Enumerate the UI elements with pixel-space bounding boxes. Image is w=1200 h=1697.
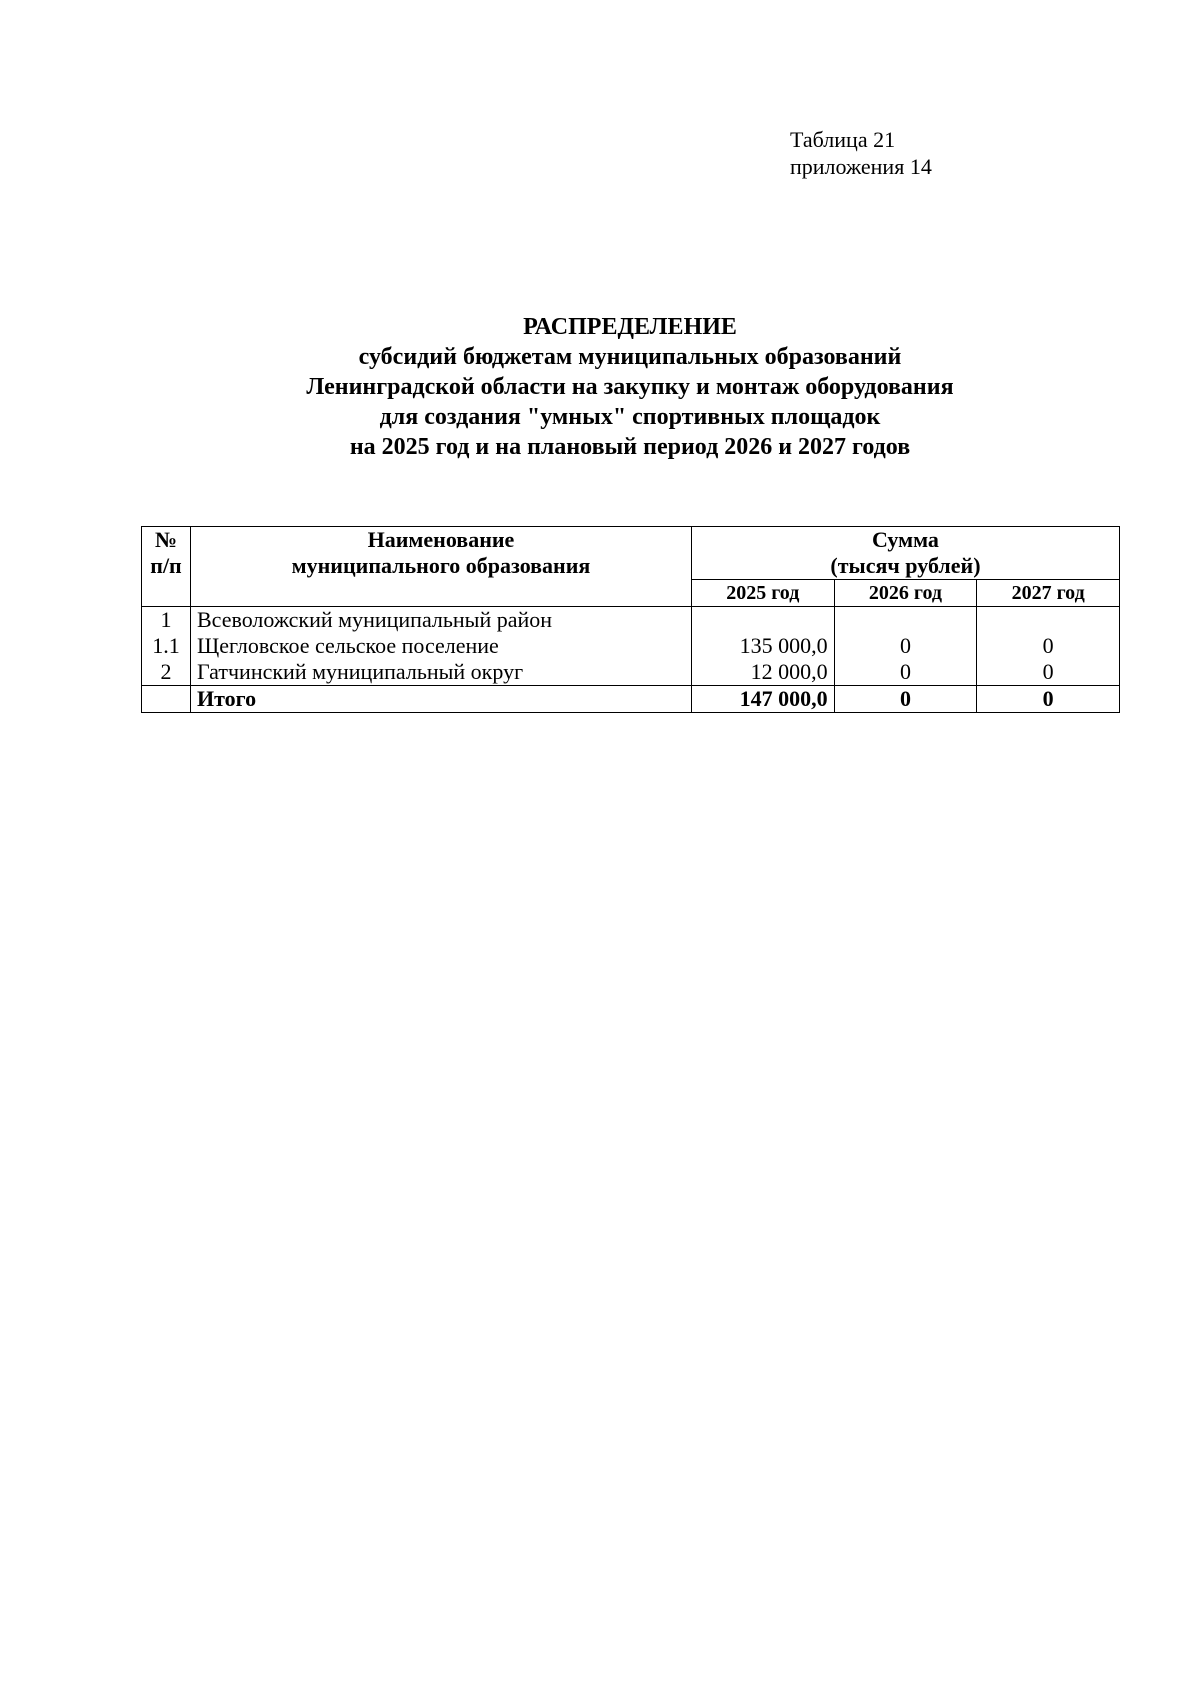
- table-reference: [790, 126, 932, 180]
- row-number: 1: [142, 607, 191, 634]
- header-number: [142, 527, 191, 607]
- document-title: [130, 312, 1130, 462]
- reference-table-number: Таблица 21: [790, 127, 896, 152]
- table-total-row: [142, 686, 1120, 713]
- row-value-2026: 0: [834, 633, 977, 659]
- row-value-2025: 12 000,0: [691, 659, 834, 686]
- reference-appendix-number: приложения 14: [790, 154, 932, 179]
- header-year-2026: 2026 год: [834, 580, 977, 607]
- row-value-2027: 0: [977, 633, 1120, 659]
- total-number-empty: [142, 686, 191, 713]
- header-number-line-1: №: [154, 527, 178, 552]
- table-row: [142, 633, 1120, 659]
- header-number-line-2: п/п: [150, 553, 182, 578]
- title-line-2: субсидий бюджетам муниципальных образований: [358, 344, 902, 370]
- row-value-2025: 135 000,0: [691, 633, 834, 659]
- row-value-2027: [977, 607, 1120, 634]
- row-name: Гатчинский муниципальный округ: [191, 659, 692, 686]
- distribution-table: [141, 526, 1120, 713]
- header-year-2027: 2027 год: [977, 580, 1120, 607]
- header-municipality-name: [191, 527, 692, 607]
- table-row: [142, 607, 1120, 634]
- header-year-2025: 2025 год: [691, 580, 834, 607]
- table-header-row: [142, 527, 1120, 580]
- title-line-3: Ленинградской области на закупку и монтаж оборудования: [306, 374, 954, 400]
- total-value-2025: 147 000,0: [691, 686, 834, 713]
- header-name-line-2: муниципального образования: [291, 553, 591, 578]
- total-label: Итого: [191, 686, 692, 713]
- header-sum-line-2: (тысяч рублей): [830, 553, 981, 578]
- title-line-5: на 2025 год и на плановый период 2026 и 2027 годов: [349, 434, 911, 460]
- total-value-2027: 0: [977, 686, 1120, 713]
- row-number: 2: [142, 659, 191, 686]
- title-line-4: для создания "умных" спортивных площадок: [379, 404, 881, 430]
- row-value-2026: [834, 607, 977, 634]
- row-value-2026: 0: [834, 659, 977, 686]
- header-sum: [691, 527, 1119, 580]
- total-value-2026: 0: [834, 686, 977, 713]
- row-value-2025: [691, 607, 834, 634]
- row-name: Щегловское сельское поселение: [191, 633, 692, 659]
- header-sum-line-1: Сумма: [872, 527, 939, 552]
- title-line-1: РАСПРЕДЕЛЕНИЕ: [523, 314, 737, 340]
- row-name: Всеволожский муниципальный район: [191, 607, 692, 634]
- row-value-2027: 0: [977, 659, 1120, 686]
- header-name-line-1: Наименование: [367, 527, 515, 552]
- table-row: [142, 659, 1120, 686]
- row-number: 1.1: [142, 633, 191, 659]
